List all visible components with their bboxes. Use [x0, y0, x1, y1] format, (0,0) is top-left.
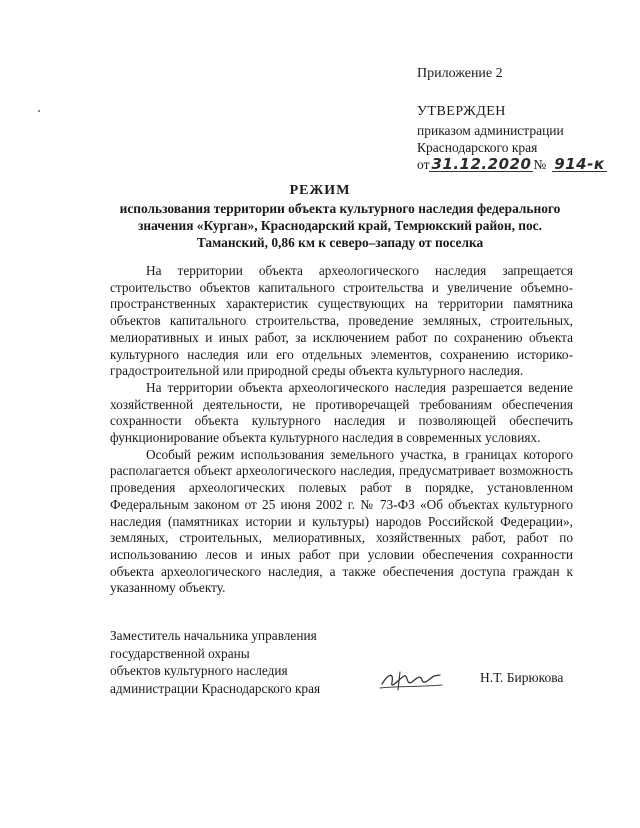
approved-line: приказом администрации [417, 123, 564, 138]
body-paragraph: На территории объекта археологического наследия запрещается строительство объектов капитального строительства и увеличение объемно-пространственных характеристик существующих на территории памятника объектов капитального строительства, проведение земляных, строительных, мелиоративных и иных работ, за исключением работ по сохранению объекта культурного наследия или его отдельных элементов, сохранению историко-градостроительной или природной среды объекта культурного наследия. [110, 263, 573, 379]
order-number-handwritten: 914-к [554, 155, 605, 173]
position-line: администрации Краснодарского края [110, 680, 321, 696]
approval-block [417, 103, 607, 173]
position-line: государственной охраны [110, 645, 250, 661]
scan-speck [38, 110, 40, 112]
document-subtitle: использования территории объекта культурного наследия федерального значения «Курган», Краснодарский край, Темрюкский район, пос. Таманский, 0,86 км к северо–западу от поселка [119, 201, 561, 250]
signatory-position [110, 627, 320, 697]
position-line: объектов культурного наследия [110, 663, 288, 678]
order-number-sign: № [533, 157, 547, 172]
position-line: Заместитель начальника управления [110, 628, 317, 643]
handwritten-signature-icon [378, 666, 448, 696]
order-prefix: от [417, 157, 430, 172]
order-date-handwritten: 31.12.2020 [431, 155, 532, 173]
document-title: РЕЖИМ [289, 183, 351, 198]
body-paragraph: На территории объекта археологического наследия разрешается ведение хозяйственной деятельности, не противоречащей требованиям обеспечения сохранности объекта культурного наследия и позволяющей обеспечить функционирование объекта культурного наследия в современных условиях. [110, 379, 573, 446]
body-paragraph: Особый режим использования земельного участка, в границах которого располагается объект археологического наследия, предусматривает возможность проведения археологических полевых работ в порядке, установленном Федеральным законом от 25 июня 2002 г. № 73-ФЗ «Об объектах культурного наследия (памятниках истории и культуры) народов Российской Федерации», земляных, строительных, мелиоративных, хозяйственных работ, работ по использованию лесов и иных работ при условии обеспечения сохранности объекта археологического наследия, а также обеспечения доступа граждан к указанному объекту. [110, 446, 573, 596]
approved-line: Краснодарского края [417, 140, 538, 155]
signer-name: Н.Т. Бирюкова [480, 670, 564, 685]
order-line [417, 156, 607, 173]
appendix-label: Приложение 2 [417, 66, 503, 81]
document-body [110, 263, 573, 597]
approved-title: УТВЕРЖДЕН [417, 104, 506, 119]
